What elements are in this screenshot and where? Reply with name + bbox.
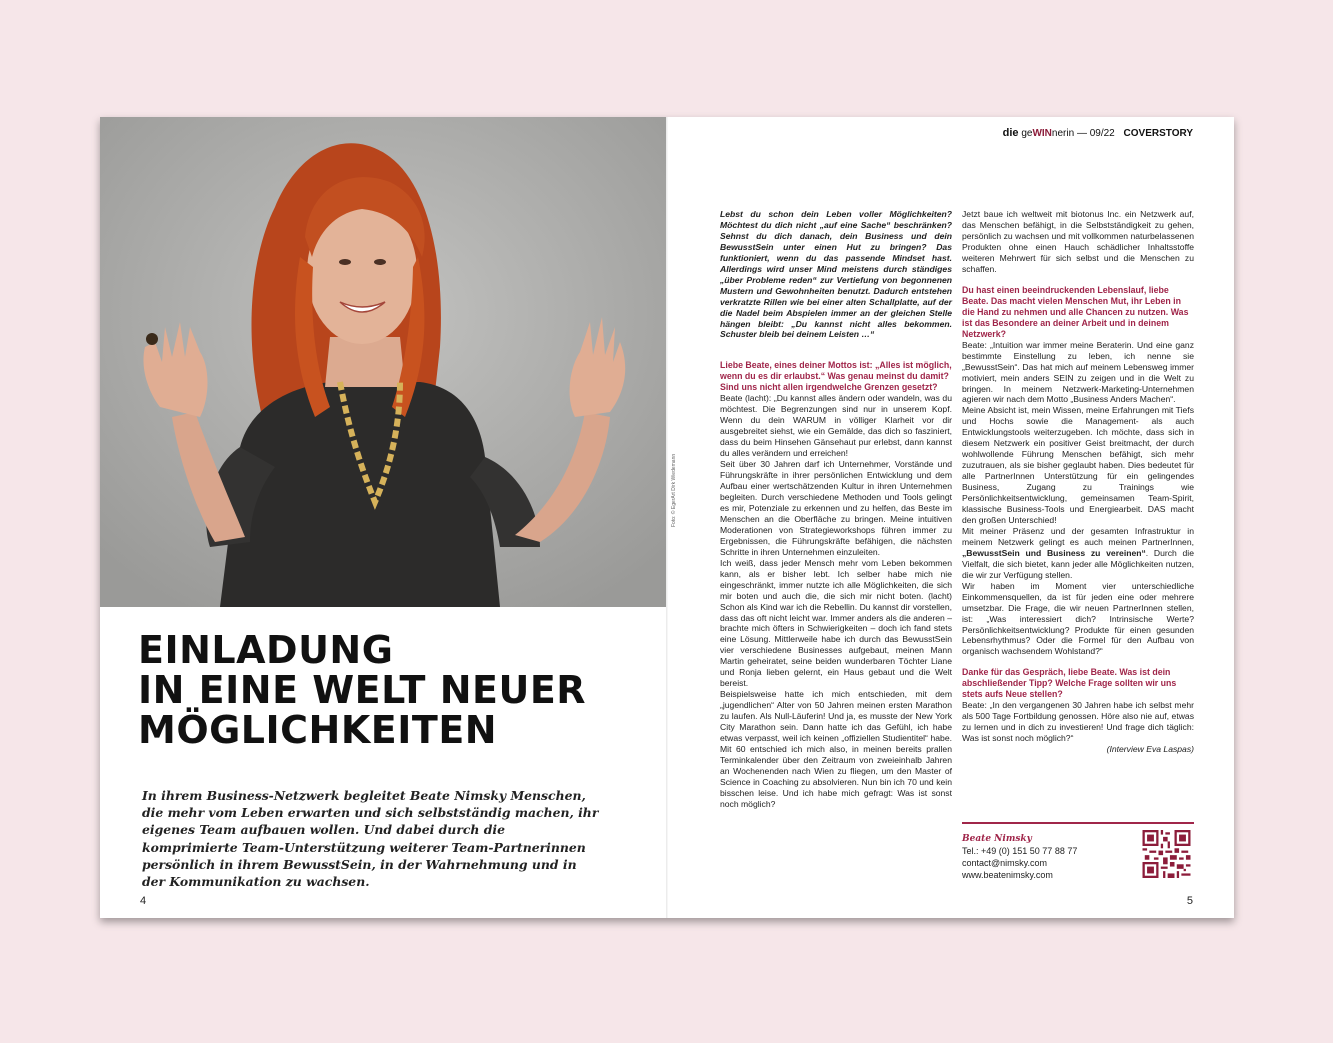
magazine-spread	[100, 117, 1234, 918]
contact-phone[interactable]: Tel.: +49 (0) 151 50 77 88 77	[962, 846, 1078, 856]
lead-paragraph: In ihrem Business-Netzwerk begleitet Beate Nimsky Menschen, die mehr vom Leben erwarten und sich selbstständig machen, ihr eigenes Team aufbauen wollen. Und dabei durch die komprimierte Team-Unterstützung weiterer Team-Partnerinnen persönlich in ihrem BewusstSein, in der Wahrnehmung und in der Kommunikation zu wachsen.	[142, 788, 599, 890]
answer-2-paragraph-3	[962, 526, 1194, 581]
contact-email[interactable]: contact@nimsky.com	[962, 858, 1047, 868]
portrait-photo	[100, 117, 666, 607]
intro-paragraph: Lebst du schon dein Leben voller Möglichkeiten? Möchtest du dich nicht „auf eine Sache“ beschränken? Sehnst du dich danach, dein Business und dein BewusstSein unter einen Hut zu bringen? Das funktioniert, wenn du das passende Mindset hast. Allerdings wird unser Mind meistens durch ständiges „über Probleme reden“ zur Vertiefung von begonnenen Mustern und Gewohnheiten benutzt. Dadurch entstehen verkratzte Rillen wie bei einer alten Schallplatte, auf der die Nadel beim Abspielen immer an der gleichen Stelle hängen bleibt: „Du kannst nicht alles bekommen. Schuster bleib bei deinem Leisten …“	[720, 209, 952, 340]
photo-credit: Foto: © EgerArt Dirk Wiedemann	[671, 453, 677, 527]
headline-line-3: MÖGLICHKEITEN	[138, 708, 498, 752]
magazine-name-win: WIN	[1032, 128, 1052, 139]
question-2: Du hast einen beeindruckenden Lebenslauf, liebe Beate. Das macht vielen Menschen Mut, ihr Leben in die Hand zu nehmen und alle Chancen zu nutzen. Was ist das Besondere an deiner Arbeit und in deinem Netzwerk?	[962, 284, 1189, 339]
qr-code-icon[interactable]	[1140, 830, 1193, 878]
page-number-left: 4	[140, 895, 147, 907]
headline-line-2: IN EINE WELT NEUER	[138, 668, 587, 712]
answer-1-paragraph-1: Beate (lacht): „Du kannst alles ändern oder wandeln, was du möchtest. Die Begrenzungen sind nur in unserem Kopf. Wenn du dein WARUM in völliger Klarheit vor dir ausgebreitet siehst, wie ein Gemälde, das dich so fasziniert, dass du beim Hinsehen Gänsehaut pur erlebst, dann kannst du alles verändern und erreichen!	[720, 393, 952, 459]
answer-3: Beate: „In den vergangenen 30 Jahren habe ich selbst mehr als 500 Tage Fortbildung genossen. Höre also nie auf, etwas zu lernen und in dich zu investieren! Und frage dich täglich: Was ist sonst noch möglich?“	[962, 700, 1194, 744]
answer-2-paragraph-1: Beate: „Intuition war immer meine Beraterin. Und eine ganz bestimmte Einstellung zu leben, ich nenne sie „BewusstSein“. Das hat mich auf meinem Lebensweg immer motiviert, mein anders SEIN zu zeigen und in die Welt zu bringen. In meinem Netzwerk-Marketing-Unternehmen agieren wir nach dem Motto „Business Anders Machen“.	[962, 339, 1194, 405]
answer-1-paragraph-4: Beispielsweise hatte ich mich entschieden, mit dem „jugendlichen“ Alter von 50 Jahren meinen ersten Marathon zu laufen. Als Null-Läuferin! Und ja, es musste der New York City Marathon sein. Dann hatte ich das Gefühl, ich habe etwas verpasst, weil ich keinen „offiziellen Studientitel“ habe. Mit 60 entschied ich mich also, in meinen bereits prallen Terminkalender über den Zeitraum von zweieinhalb Jahren an Wochenenden nach Wien zu fliegen, um den Master of Science in Coaching zu absolvieren. Nun bin ich 70 und kein bisschen leise. Und ich habe mich gefragt: Was ist sonst noch möglich?	[720, 689, 952, 809]
magazine-name-ge: ge	[1021, 128, 1033, 139]
answer-2-paragraph-3-start: Mit meiner Präsenz und der gesamten Infrastruktur in meinem Netzwerk gelingt es auch meinen PartnerInnen,	[962, 525, 1194, 547]
question-1: Liebe Beate, eines deiner Mottos ist: „Alles ist möglich, wenn du es dir erlaubst.“ Was genau meinst du damit? Sind uns nicht allen irgendwelche Grenzen gesetzt?	[720, 360, 952, 393]
section-label: COVERSTORY	[1123, 128, 1193, 139]
headline	[138, 630, 638, 750]
contact-divider	[962, 822, 1194, 824]
article-column-2	[962, 209, 1194, 755]
contact-name: Beate Nimsky	[962, 834, 1032, 844]
right-page	[667, 117, 1234, 918]
contact-website[interactable]: www.beatenimsky.com	[962, 870, 1053, 880]
article-column-1	[720, 209, 952, 810]
interview-signature: (Interview Eva Laspas)	[1106, 744, 1194, 755]
answer-2-paragraph-2: Meine Absicht ist, mein Wissen, meine Erfahrungen mit Tiefs und Hochs sowie die Management- als auch Entwicklungstools weiterzugeben. Ich möchte, dass sich in diesem Netzwerk ein positiver Geist breitmacht, der durch wohlwollende Führung Menschen befähigt, sich mehr zuzutrauen, als sie bisher geglaubt haben. Dies bedeutet für alle PartnerInnen Unterstützung für ein gelingendes Business, Zugang zu Trainings wie Persönlichkeitsentwicklung, gemeinsamen Team-Spirit, klassische Business-Tools und Energiearbeit. DAS macht den großen Unterschied!	[962, 405, 1194, 525]
running-header	[1003, 127, 1193, 139]
answer-2-paragraph-4: Wir haben im Moment vier unterschiedliche Einkommensquellen, da ist für jeden eine oder mehrere umsetzbar. Die Frage, die wir neuen PartnerInnen stellen, ist: „Was interessiert dich? Intrinsische Werte? Persönlichkeitsentwicklung? Produkte für einen gesunden Lebensrhythmus? Oder die Formel für den Aufbau von organisch wachsendem Wohlstand?“	[962, 580, 1194, 657]
column-2-paragraph-1: Jetzt baue ich weltweit mit biotonus Inc. ein Netzwerk auf, das Menschen befähigt, in die Selbstständigkeit zu gehen, persönlich zu wachsen und mit vollkommen naturbelassenen Produkten ohne einen Hauch schädlicher Inhaltsstoffe weiteren Mehrwert für sich selbst und die Menschen zu schaffen.	[962, 209, 1194, 274]
magazine-name-nerin: nerin	[1051, 128, 1075, 139]
answer-1-paragraph-2: Seit über 30 Jahren darf ich Unternehmer, Vorstände und Führungskräfte in ihrer persönlichen Entwicklung und dem Aufbau einer wertschätzenden Kultur in ihren Unternehmen begleiten. Durch verschiedene Methoden und Tools gelingt es mir, Potenziale zu erkennen und zu helfen, das Beste im Menschen an die Oberfläche zu bringen. Meine intuitiven Moderationen von Strategieworkshops führen immer zu Ergebnissen, die Führungskräfte befähigen, die nächsten Schritte in ihren Unternehmen einzuleiten.	[720, 459, 952, 557]
left-page	[100, 117, 677, 918]
question-3: Danke für das Gespräch, liebe Beate. Was ist dein abschließender Tipp? Welche Frage sollten wir uns stets aufs Neue stellen?	[962, 667, 1177, 700]
contact-block	[962, 833, 1077, 881]
page-number-right: 5	[1186, 895, 1193, 907]
headline-line-1: EINLADUNG	[138, 628, 394, 672]
answer-1-paragraph-3: Ich weiß, dass jeder Mensch mehr vom Leben bekommen kann, als er bisher lebt. Ich selber habe mich nie eingeschränkt, immer nutzte ich alle Möglichkeiten, die sich mir boten und auch die, die sich mir nicht boten. (lacht) Schon als Kind war ich die Rebellin. Du kannst dir vorstellen, dass das oft nicht leicht war. Immer anders als die anderen – brachte mich öfters in Schwierigkeiten – doch ich fand stets eine Lösung. Mittlerweile habe ich durch das BewusstSein vier verschiedene Businesses aufgebaut, meinen Mann Martin geheiratet, seine beiden wunderbaren Töchter Liane und Ronja lieben gelernt, ein Haus gebaut und die Welt bereist.	[720, 557, 952, 689]
answer-2-emphasis: „BewusstSein und Business zu vereinen“	[962, 547, 1146, 558]
issue-number: — 09/22	[1076, 128, 1115, 139]
answer-2-paragraph-3-end: . Durch die Vielfalt, die sich bietet, kann jeder alle Möglichkeiten nutzen, die wir zur Verfügung stellen.	[962, 547, 1194, 580]
magazine-name-die: die	[1002, 127, 1019, 139]
